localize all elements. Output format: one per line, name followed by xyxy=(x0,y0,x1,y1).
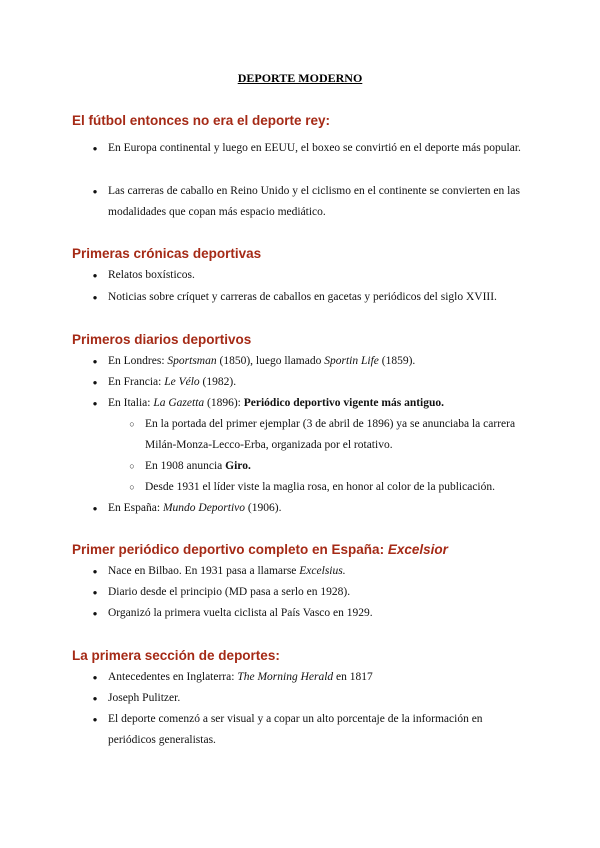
list-item: ● Nace en Bilbao. En 1931 pasa a llamarse Excelsius. xyxy=(108,561,528,582)
list-item: ● Las carreras de caballo en Reino Unido y el ciclismo en el continente se convierten en las modalidades que copan más espacio mediático. xyxy=(108,181,528,223)
list-item: ● En Londres: Sportsman (1850), luego llamado Sportin Life (1859). xyxy=(108,351,528,372)
list-item: ● Joseph Pulitzer. xyxy=(108,688,528,709)
page-title: DEPORTE MODERNO xyxy=(237,71,363,85)
bullet-icon: ● xyxy=(92,187,98,196)
bullet-icon: ● xyxy=(92,504,98,513)
list-item: ● Antecedentes en Inglaterra: The Morning Herald en 1817 xyxy=(108,667,528,688)
list-item: ● Relatos boxísticos. xyxy=(108,265,528,286)
bullet-icon: ● xyxy=(92,293,98,302)
bullet-icon: ● xyxy=(92,144,98,153)
hollow-bullet-icon: ○ xyxy=(129,461,135,471)
section-heading: La primera sección de deportes: xyxy=(72,648,280,663)
bullet-icon: ● xyxy=(92,694,98,703)
bullet-icon: ● xyxy=(92,609,98,618)
list-item: ● En España: Mundo Deportivo (1906). xyxy=(108,498,528,519)
hollow-bullet-icon: ○ xyxy=(129,482,135,492)
bullet-icon: ● xyxy=(92,378,98,387)
section-heading: Primeros diarios deportivos xyxy=(72,332,252,347)
sub-list-item: ○ Desde 1931 el líder viste la maglia rosa, en honor al color de la publicación. xyxy=(145,477,545,498)
list-item: ● En Francia: Le Vélo (1982). xyxy=(108,372,528,393)
bullet-icon: ● xyxy=(92,357,98,366)
bullet-icon: ● xyxy=(92,588,98,597)
bullet-icon: ● xyxy=(92,715,98,724)
list-item: ● Diario desde el principio (MD pasa a serlo en 1928). xyxy=(108,582,528,603)
bullet-icon: ● xyxy=(92,673,98,682)
list-item: ● Organizó la primera vuelta ciclista al País Vasco en 1929. xyxy=(108,603,528,624)
sub-list-item: ○ En la portada del primer ejemplar (3 de abril de 1896) ya se anunciaba la carrera Milán-Monza-Lecco-Erba, organizada por el rotativo. xyxy=(145,414,530,456)
bullet-icon: ● xyxy=(92,567,98,576)
list-item: ● El deporte comenzó a ser visual y a copar un alto porcentaje de la información en periódicos generalistas. xyxy=(108,709,528,751)
sub-list-item: ○ En 1908 anuncia Giro. xyxy=(145,456,530,477)
list-item: ● En Europa continental y luego en EEUU, el boxeo se convirtió en el deporte más popular. xyxy=(108,138,528,159)
list-item: ● En Italia: La Gazetta (1896): Periódico deportivo vigente más antiguo. xyxy=(108,393,528,414)
bullet-icon: ● xyxy=(92,271,98,280)
section-heading: El fútbol entonces no era el deporte rey: xyxy=(72,113,331,128)
bullet-icon: ● xyxy=(92,399,98,408)
section-heading: Primeras crónicas deportivas xyxy=(72,246,262,261)
section-heading: Primer periódico deportivo completo en España: Excelsior xyxy=(72,542,448,557)
hollow-bullet-icon: ○ xyxy=(129,419,135,429)
list-item: ● Noticias sobre críquet y carreras de caballos en gacetas y periódicos del siglo XVIII. xyxy=(108,287,538,308)
